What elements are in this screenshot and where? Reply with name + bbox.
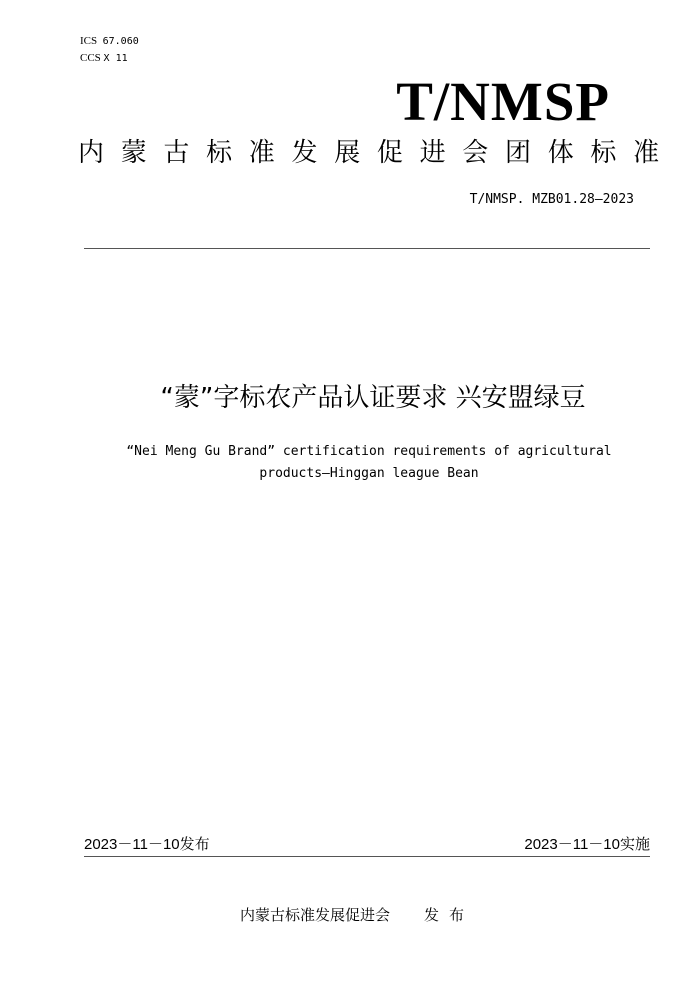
- publisher-name: 内蒙古标准发展促进会: [240, 906, 391, 924]
- top-divider: [84, 248, 650, 249]
- title-en-line-2: products—Hinggan league Bean: [259, 466, 479, 481]
- ics-label: ICS: [80, 35, 98, 47]
- ccs-code: [80, 50, 139, 67]
- standard-logo: T/NMSP: [396, 71, 610, 132]
- document-title-en: [0, 441, 700, 485]
- ccs-label: CCS: [80, 52, 101, 64]
- organization-standard-title: 内蒙古标准发展促进会团体标准: [78, 138, 676, 168]
- implementation-date: 2023－11－10实施: [524, 836, 650, 853]
- bottom-divider: [84, 856, 650, 857]
- ics-value: 67.060: [102, 36, 139, 47]
- classification-codes: [80, 33, 139, 67]
- title-en-line-1: “Nei Meng Gu Brand” certification requirements of agricultural: [126, 444, 612, 459]
- ccs-value: X 11: [103, 53, 128, 64]
- standard-number: T/NMSP. MZB01.28—2023: [469, 192, 634, 207]
- ics-code: [80, 33, 139, 50]
- issue-date: 2023－11－10发布: [84, 836, 210, 853]
- publisher-label: 发布: [424, 906, 475, 924]
- document-title-cn: “蒙”字标农产品认证要求 兴安盟绿豆: [160, 383, 586, 413]
- publisher-line: [240, 905, 474, 925]
